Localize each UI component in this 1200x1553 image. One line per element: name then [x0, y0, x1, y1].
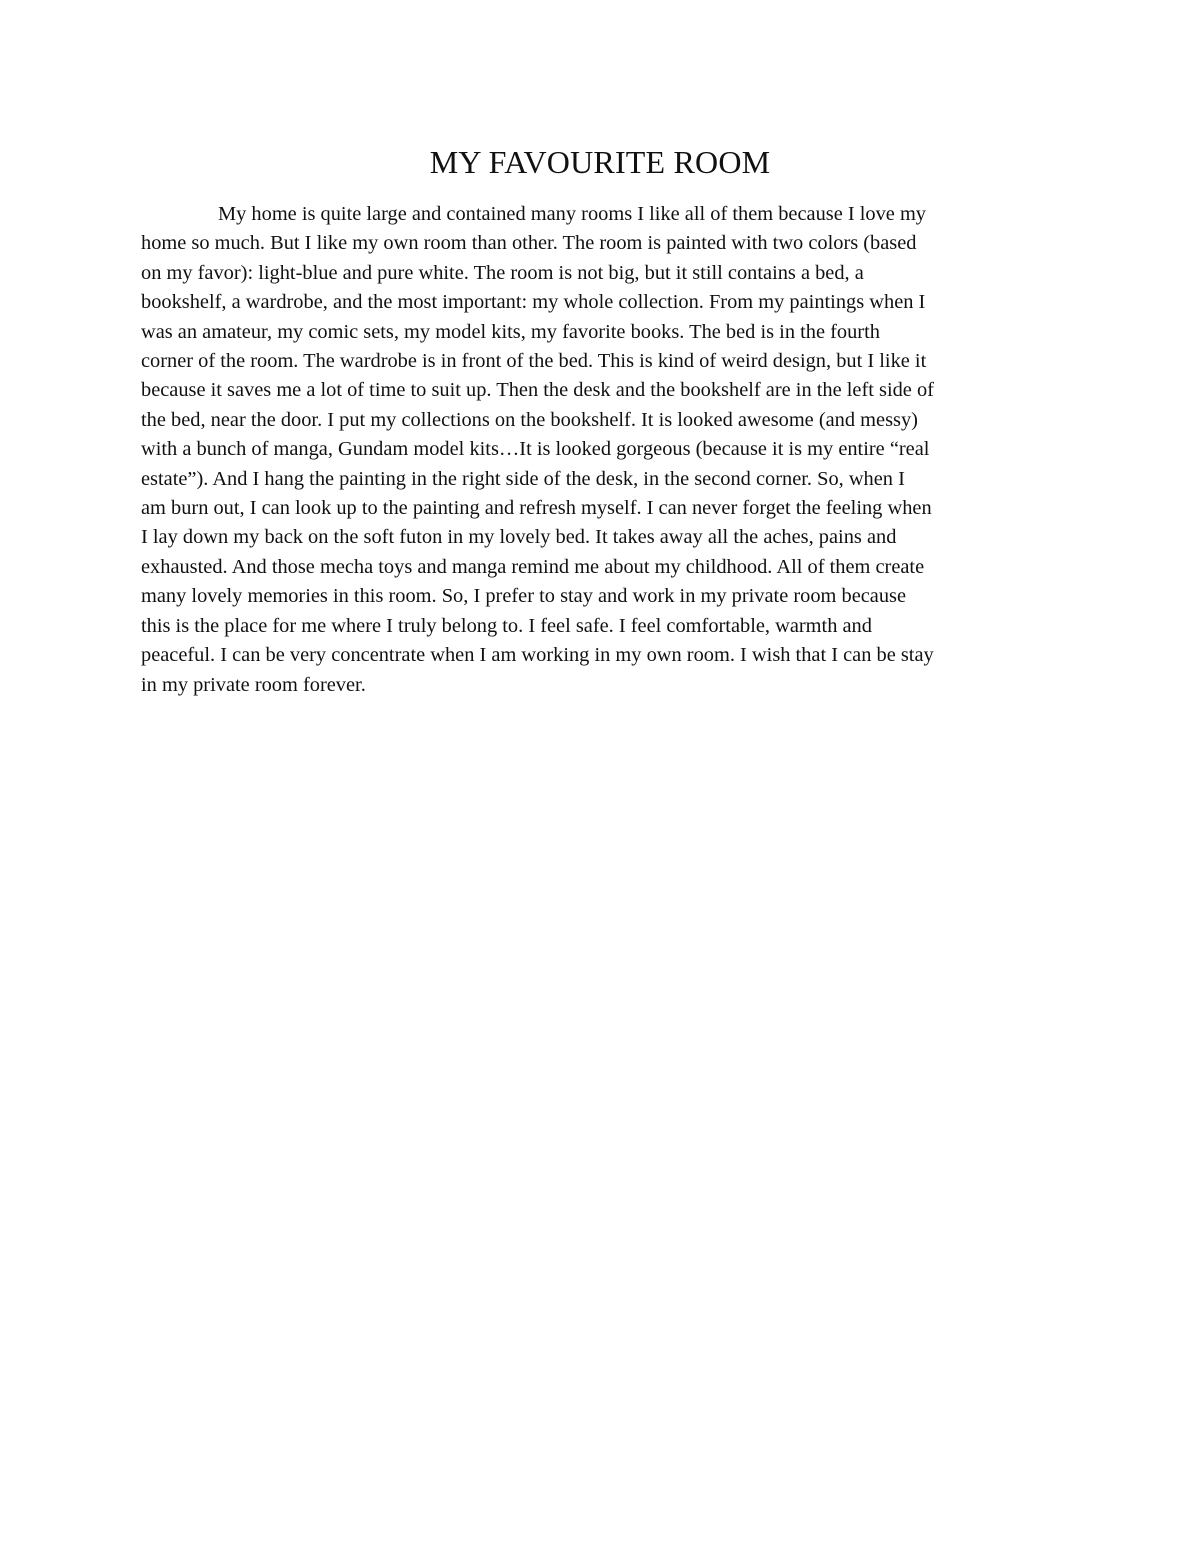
paragraph-line: the bed, near the door. I put my collections on the bookshelf. It is looked awesome (and messy) — [141, 408, 918, 431]
paragraph-line: My home is quite large and contained many rooms I like all of them because I love my — [218, 203, 927, 225]
paragraph-line: in my private room forever. — [141, 673, 366, 696]
paragraph-line: peaceful. I can be very concentrate when I am working in my own room. I wish that I can be stay — [141, 644, 934, 667]
paragraph-line: exhausted. And those mecha toys and manga remind me about my childhood. All of them create — [141, 555, 925, 578]
paragraph-line: I lay down my back on the soft futon in my lovely bed. It takes away all the aches, pains and — [141, 526, 897, 549]
paragraph-line: this is the place for me where I truly belong to. I feel safe. I feel comfortable, warmth and — [141, 614, 872, 637]
paragraph-line: on my favor): light-blue and pure white. The room is not big, but it still contains a bed, a — [141, 261, 864, 284]
paragraph-line: corner of the room. The wardrobe is in front of the bed. This is kind of weird design, but I like it — [141, 350, 927, 373]
paragraph-line: bookshelf, a wardrobe, and the most important: my whole collection. From my paintings when I — [141, 291, 926, 314]
document-title: MY FAVOURITE ROOM — [429, 144, 771, 180]
document-paragraph — [141, 200, 1061, 700]
paragraph-line: home so much. But I like my own room than other. The room is painted with two colors (based — [141, 232, 917, 255]
paragraph-line: with a bunch of manga, Gundam model kits…It is looked gorgeous (because it is my entire “real — [141, 438, 930, 461]
paragraph-line: many lovely memories in this room. So, I prefer to stay and work in my private room because — [141, 585, 907, 608]
paragraph-line: am burn out, I can look up to the painting and refresh myself. I can never forget the feeling when — [141, 497, 932, 520]
paragraph-line: because it saves me a lot of time to suit up. Then the desk and the bookshelf are in the left side of — [141, 379, 934, 402]
paragraph-line: was an amateur, my comic sets, my model kits, my favorite books. The bed is in the fourth — [141, 320, 880, 343]
paragraph-line: estate”). And I hang the painting in the right side of the desk, in the second corner. So, when I — [141, 467, 905, 490]
